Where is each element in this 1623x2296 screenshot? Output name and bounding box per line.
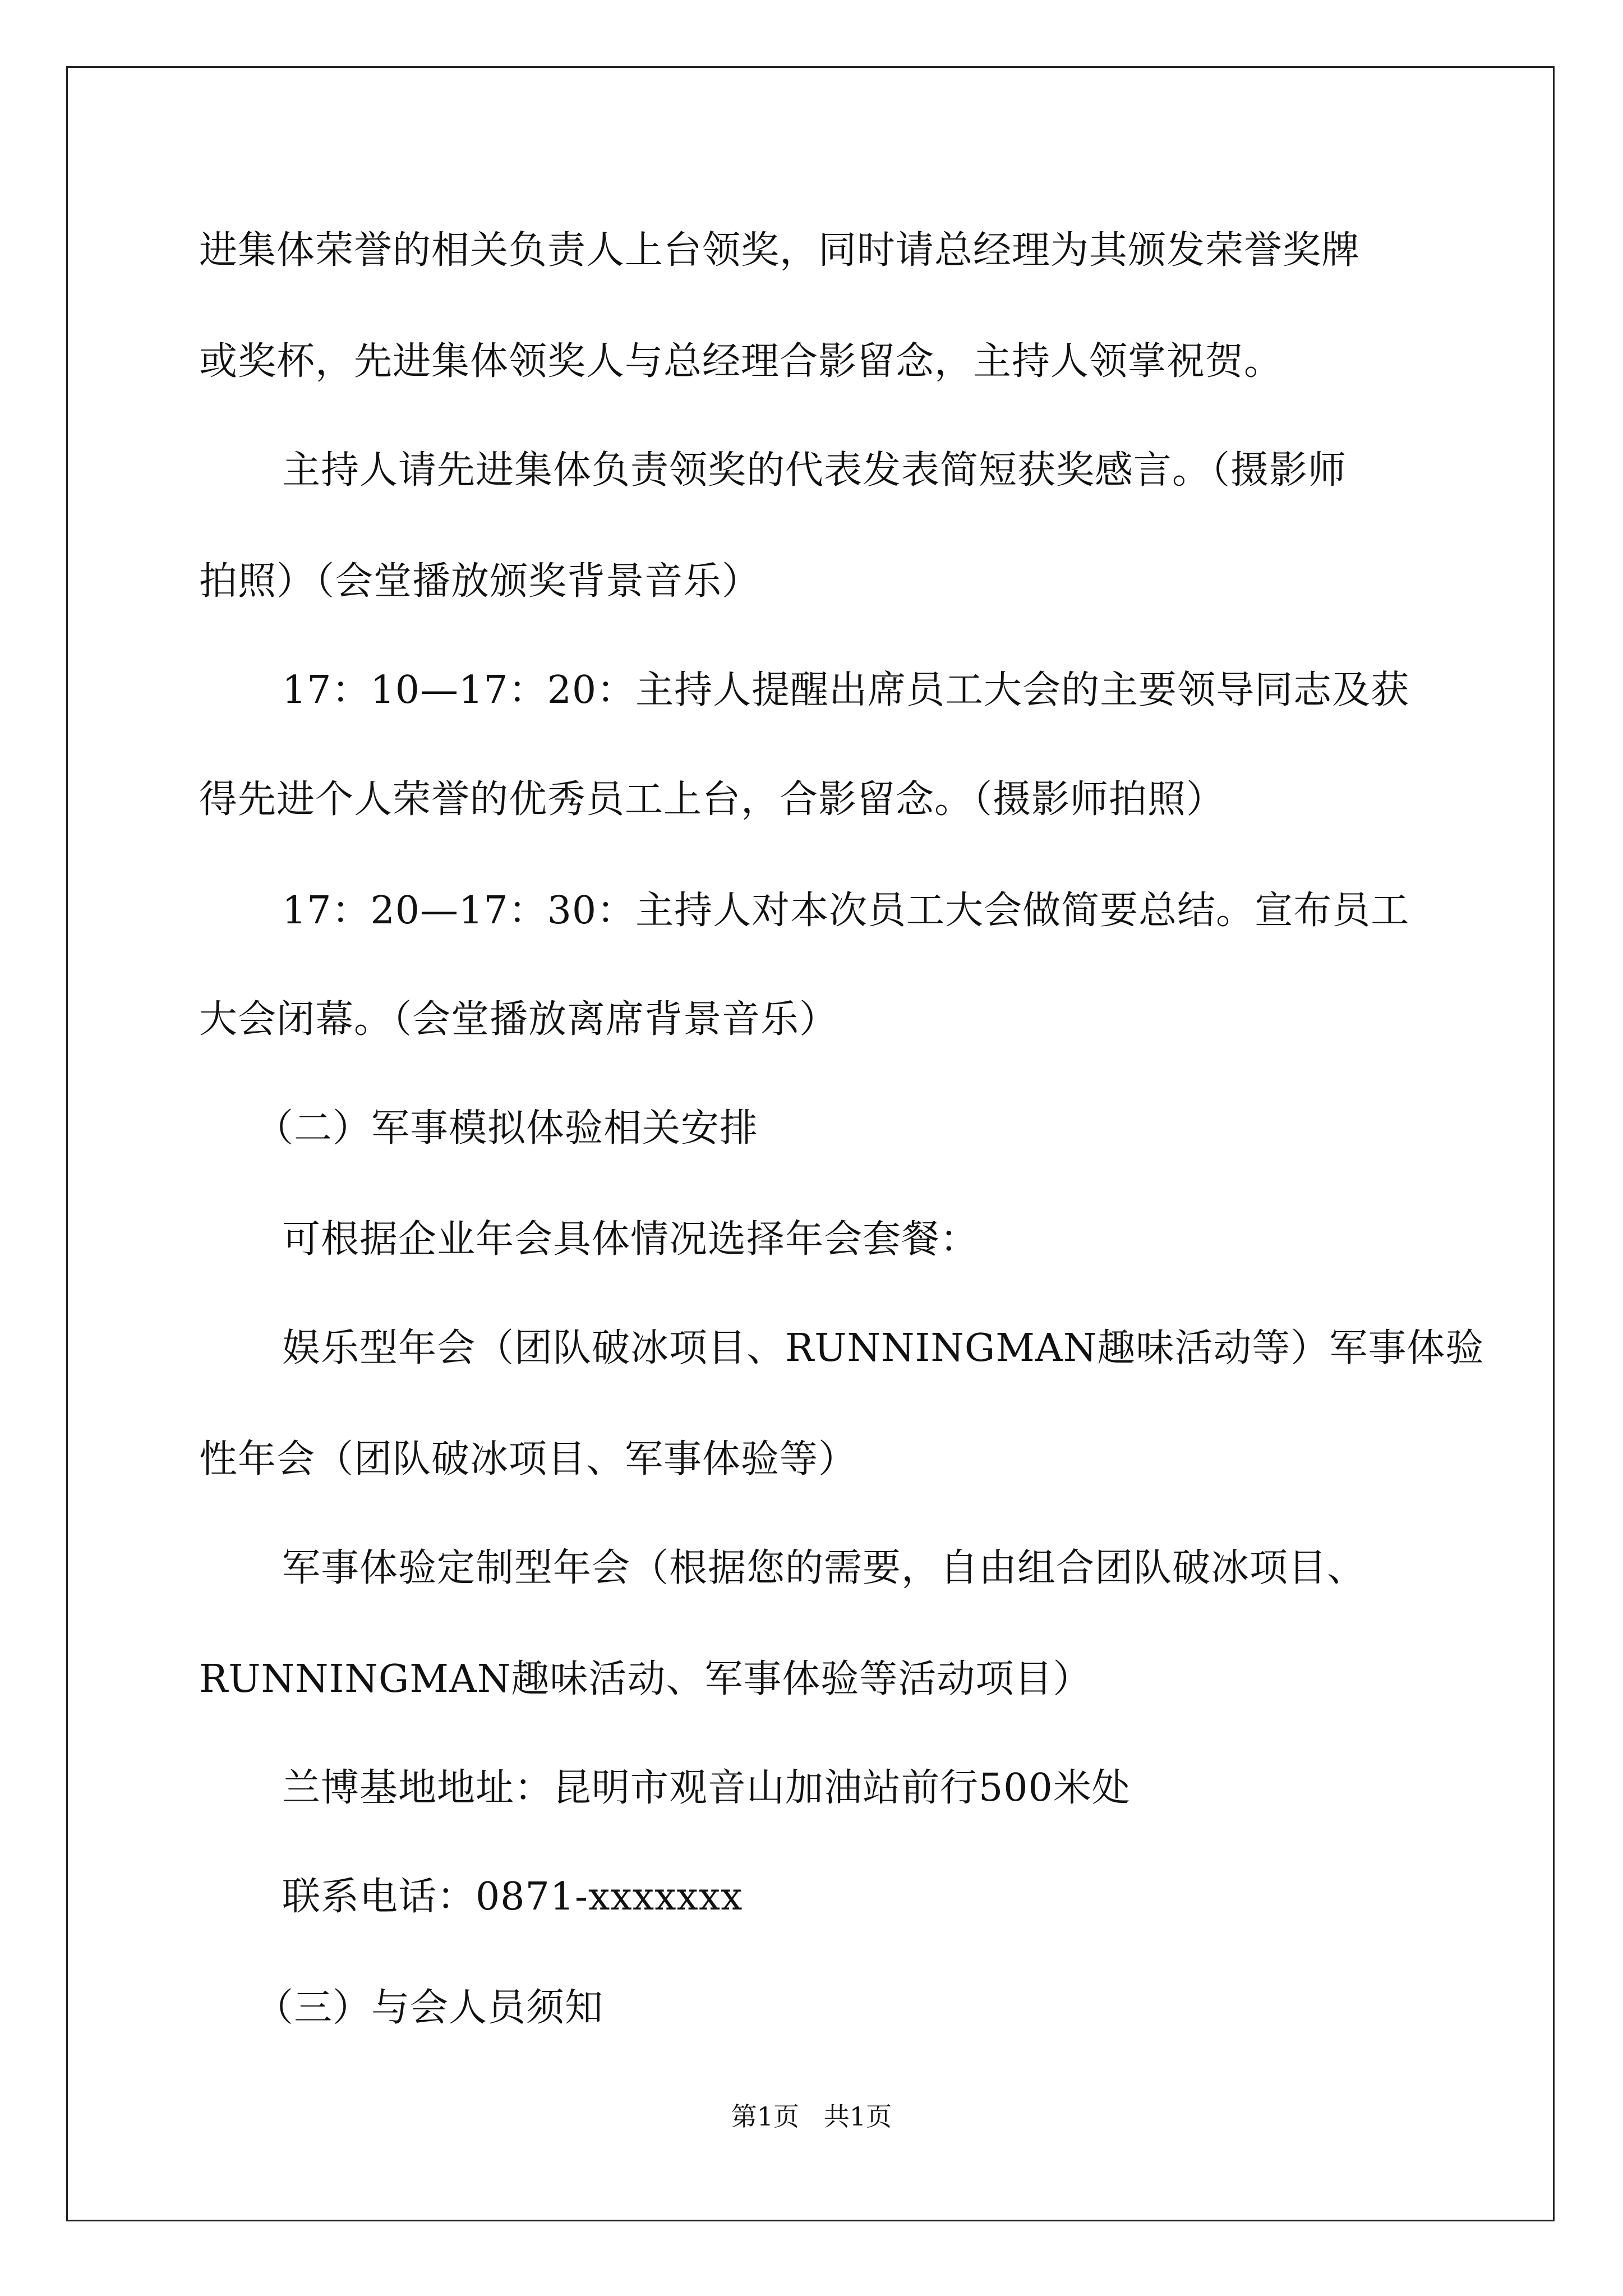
section-heading: （二）军事模拟体验相关安排 — [255, 1106, 759, 1151]
text-line: 得先进个人荣誉的优秀员工上台，合影留念。（摄影师拍照） — [199, 777, 1225, 822]
text-line: 拍照）（会堂播放颁奖背景音乐） — [199, 559, 761, 604]
text-line: 娱乐型年会（团队破冰项目、RUNNINGMAN趣味活动等）军事体验 — [282, 1326, 1484, 1370]
text-line: 17：10—17：20：主持人提醒出席员工大会的主要领导同志及获 — [282, 668, 1410, 712]
text-line: RUNNINGMAN趣味活动、军事体验等活动项目） — [199, 1657, 1092, 1701]
text-line: 联系电话：0871-xxxxxxx — [282, 1875, 743, 1919]
text-line: 兰博基地地址：昆明市观音山加油站前行500米处 — [282, 1766, 1131, 1810]
text-line: 或奖杯，先进集体领奖人与总经理合影留念，主持人领掌祝贺。 — [199, 339, 1283, 384]
text-line: 性年会（团队破冰项目、军事体验等） — [199, 1437, 857, 1481]
text-line: 主持人请先进集体负责领奖的代表发表简短获奖感言。（摄影师 — [282, 448, 1347, 493]
section-heading: （三）与会人员须知 — [255, 1986, 604, 2030]
text-line: 17：20—17：30：主持人对本次员工大会做简要总结。宣布员工 — [282, 889, 1410, 933]
page-number: 第1页 共1页 — [731, 2101, 892, 2132]
text-line: 军事体验定制型年会（根据您的需要，自由组合团队破冰项目、 — [282, 1546, 1366, 1590]
text-line: 可根据企业年会具体情况选择年会套餐： — [282, 1217, 979, 1262]
text-line: 大会闭幕。（会堂播放离席背景音乐） — [199, 997, 838, 1042]
text-line: 进集体荣誉的相关负责人上台领奖，同时请总经理为其颁发荣誉奖牌 — [199, 228, 1361, 273]
